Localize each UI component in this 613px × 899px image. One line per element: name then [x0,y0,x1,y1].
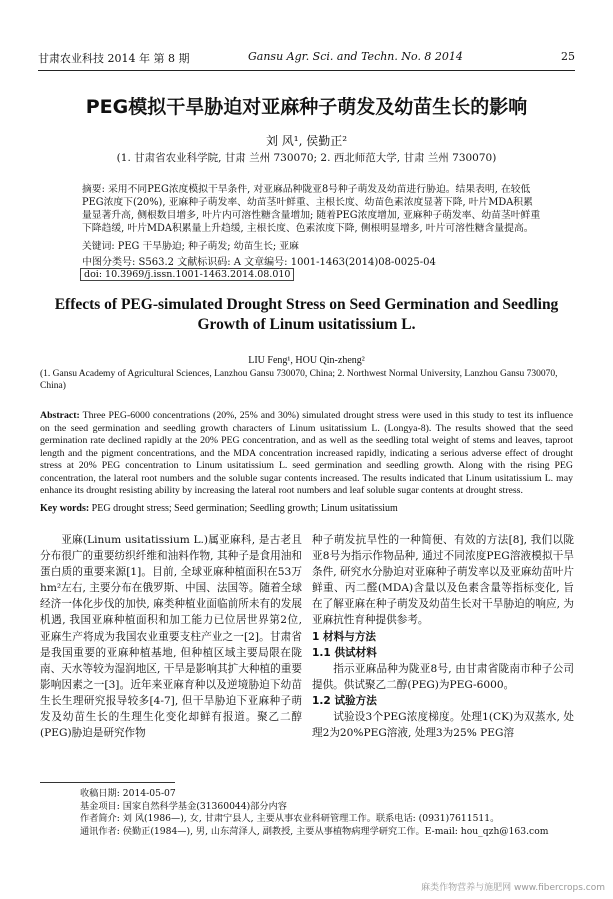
title-en: Effects of PEG-simulated Drought Stress on Seed Germination and Seedling Growth of Linum usitatissium L. [54,296,559,333]
abstract-en-text: Three PEG-6000 concentrations (20%, 25% and 30%) simulated drought stress were used in this study to test its influence on the seed germination and seedling growth characters of Linum usitatissium L. (Longya-8). The results showed that the seed germination rate declined rapidly at the 20% PEG concentration, and as well as the seedling total weight of stems and leaves, taproot length and the pigment concentrations, and the MDA concentration increased rapidly, indicating a serious adverse effect of drought stress at 20% PEG concentration to Linum usitatissium L. seed germination and seedling growth. Along with the rising PEG concentration, the lateral root numbers and the soluble sugar contents increased. The results indicated that Linum usitatissium L. may enhance its drought resisting ability by increasing the lateral root numbers and leaf soluble sugar contents at drought stress. [40,410,573,496]
footnotes [80,788,560,838]
affiliations-cn: (1. 甘肃省农业科学院, 甘肃 兰州 730070; 2. 西北师范大学, 甘肃 兰州 730070) [116,152,497,164]
body-column-left [40,532,302,741]
page-number: 25 [561,50,575,63]
title-cn: PEG模拟干旱胁迫对亚麻种子萌发及幼苗生长的影响 [85,96,528,118]
footnote-author: 作者简介: 刘 风(1986—), 女, 甘肃宁县人, 主要从事农业科研管理工作。联系电话: (0931)7611511。 [80,813,500,824]
abstract-en-label: Abstract: [40,410,80,421]
keywords-cn: 关键词: PEG 干旱胁迫; 种子萌发; 幼苗生长; 亚麻 [82,241,299,252]
body-column-right [312,532,574,741]
classification-info: 中图分类号: S563.2 文献标识码: A 文章编号: 1001-1463(2014)08-0025-04 [82,257,436,268]
footnote-received: 收稿日期: 2014-05-07 [80,788,176,799]
section-heading-1-1: 1.1 供试材料 [312,646,377,659]
methods-paragraph: 试验设3个PEG浓度梯度。处理1(CK)为双蒸水, 处理2为20%PEG溶液, 处理3为25% PEG溶 [312,711,574,740]
journal-name-en: Gansu Agr. Sci. and Techn. No. 8 2014 [248,50,463,63]
authors-cn: 刘 风¹, 侯勤正² [265,134,348,148]
intro-paragraph-continued: 种子萌发抗旱性的一种简便、有效的方法[8], 我们以陇亚8号为指示作物品种, 通过不同浓度PEG溶液模拟干旱条件, 研究水分胁迫对亚麻种子萌发率以及亚麻幼苗叶片鲜重、丙二醛(MDA)含量以及色素含量等指标变化, 旨在了解亚麻在种子萌发及幼苗生长对干旱胁迫的响应, 为亚麻抗性育种提供参考。 [312,534,574,627]
keywords-en-label: Key words: [40,503,90,514]
materials-paragraph: 指示亚麻品种为陇亚8号, 由甘肃省陇南市种子公司提供。供试聚乙二醇(PEG)为PEG-6000。 [312,662,574,691]
journal-name-cn: 甘肃农业科技 2014 年 第 8 期 [38,52,190,65]
footnote-rule [40,782,175,783]
abstract-en [40,410,573,498]
abstract-cn: 摘要: 采用不同PEG浓度模拟干旱条件, 对亚麻品种陇亚8号种子萌发及幼苗进行胁迫。结果表明, 在较低PEG浓度下(20%), 亚麻种子萌发率、幼苗茎叶鲜重、主根长度、幼苗色素浓度显著下降, 叶片MDA积累量显著升高, 侧根数目增多, 叶片内可溶性糖含量增加; 随着PEG浓度增加, 亚麻种子萌发率、幼苗茎叶鲜重下降趋缓, 叶片MDA积累量上升趋缓, 主根长度、色素浓度下降, 侧根明显增多, 叶片可溶性糖含量提高。 [82,184,541,234]
section-heading-1-2: 1.2 试验方法 [312,694,377,707]
running-header [38,50,575,68]
affiliations-en: (1. Gansu Academy of Agricultural Sciences, Lanzhou Gansu 730070, China; 2. Northwest Normal University, Lanzhou Gansu 730070, China) [40,369,558,391]
watermark-text: 麻类作物营养与施肥网 www.fibercrops.com [421,883,605,893]
footnote-corresponding: 通讯作者: 侯勤正(1984—), 男, 山东菏泽人, 副教授, 主要从事植物病理学研究工作。E-mail: hou_qzh@163.com [80,825,549,837]
section-heading-1: 1 材料与方法 [312,630,377,643]
keywords-en [40,503,573,514]
footnote-fund: 基金项目: 国家自然科学基金(31360044)部分内容 [80,800,287,812]
intro-paragraph: 亚麻(Linum usitatissium L.)属亚麻科, 是古老且分布很广的重要纺织纤维和油料作物, 其种子是食用油和蛋白质的重要来源[1]。目前, 全球亚麻种植面积在53万hm²左右, 主要分布在俄罗斯、中国、法国等。随着全球经济一体化步伐的加快, 麻类种植业面临前所未有的发展机遇, 我国亚麻种植面积和加工能力已位居世界第2位, 亚麻生产将成为我国农业重要支柱产业之一[2]。甘肃省是我国重要的亚麻种植基地, 但种植区域主要局限在陇南、天水等较为湿润地区, 干旱是影响其扩大种植的重要影响因素之一[3]。近年来亚麻育种以及逆境胁迫下幼苗生长生理研究报导较多[4-7], 但干旱胁迫下亚麻种子萌发及幼苗生长的生理生化变化却鲜有报道。聚乙二醇(PEG)胁迫是研究作物 [40,534,302,740]
doi: doi: 10.3969/j.issn.1001-1463.2014.08.010 [80,268,294,281]
keywords-en-text: PEG drought stress; Seed germination; Seedling growth; Linum usitatissium [91,503,398,514]
authors-en: LIU Feng¹, HOU Qin-zheng² [248,355,365,366]
header-rule [38,70,575,71]
